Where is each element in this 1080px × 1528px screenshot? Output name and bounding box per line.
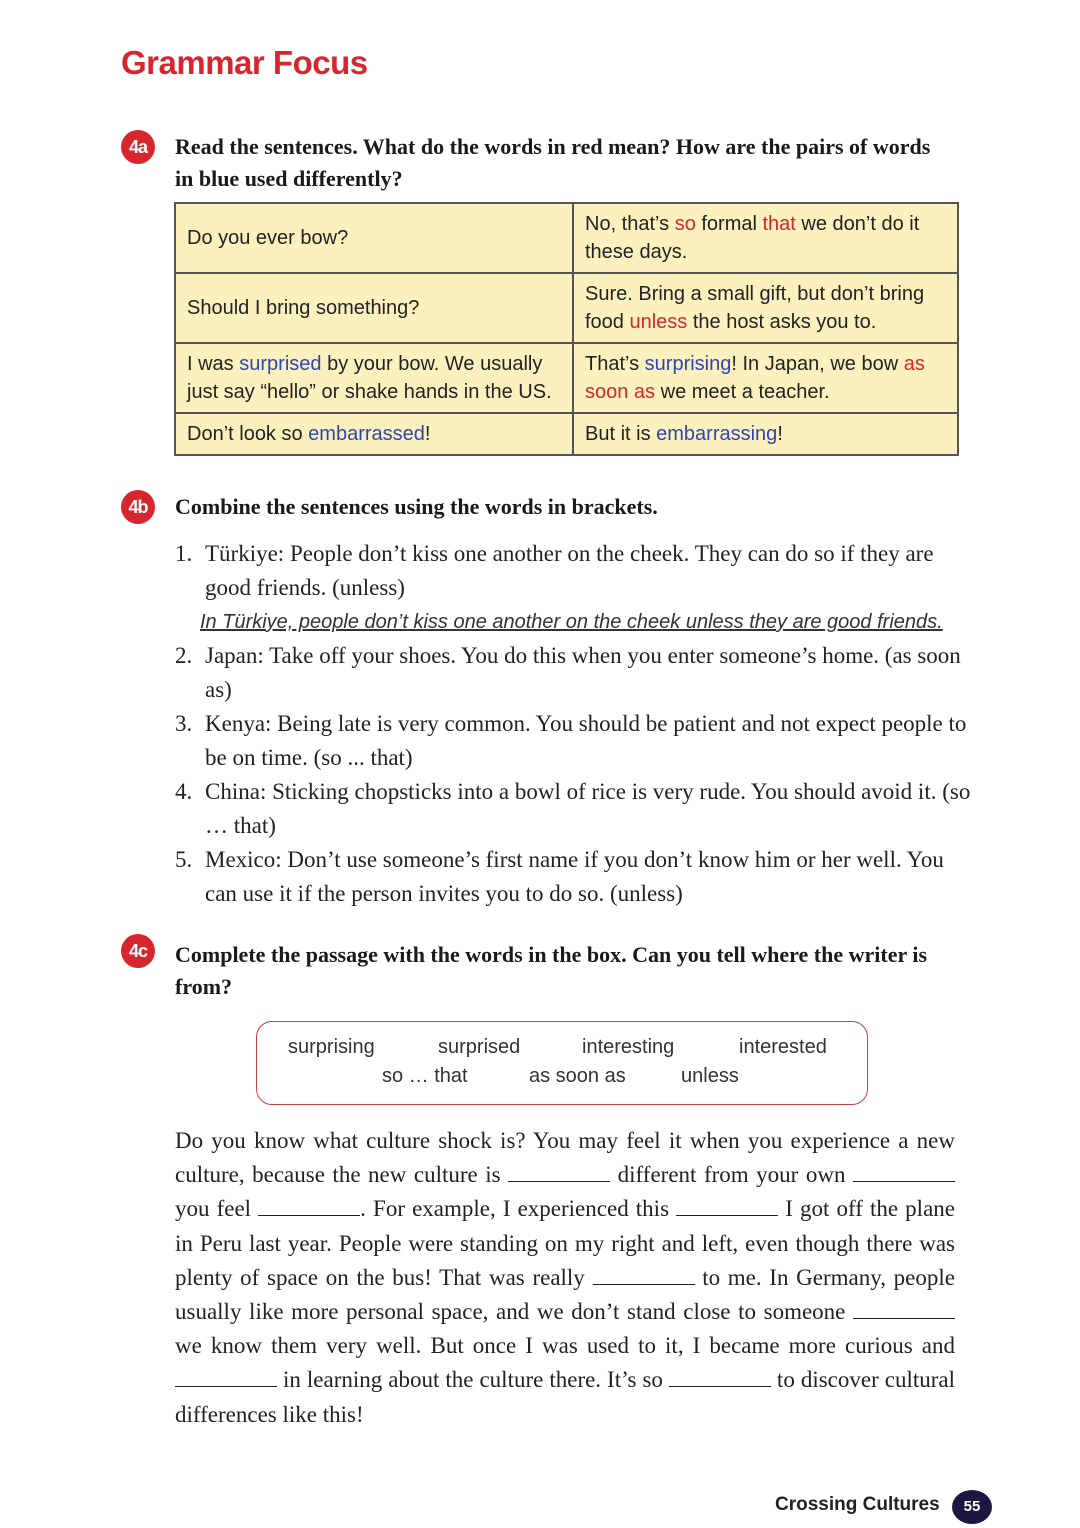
cell-text: !	[424, 423, 431, 445]
word-option: so … that	[382, 1065, 468, 1087]
table-cell-left	[175, 203, 573, 273]
table-row	[175, 273, 958, 343]
page-number-badge: 55	[952, 1490, 992, 1524]
table-row	[175, 413, 958, 455]
cloze-passage	[175, 1124, 955, 1432]
table-row	[175, 203, 958, 273]
table-cell-right	[573, 203, 958, 273]
passage-text: in learning about the culture there. It’s so	[277, 1367, 669, 1393]
table-cell-left	[175, 273, 573, 343]
cell-text: by your bow. We usually just say “hello” or shake hands in the US.	[187, 353, 552, 403]
page-title: Grammar Focus	[121, 44, 368, 81]
word-box	[256, 1021, 868, 1105]
item-text: Japan: Take off your shoes. You do this when you enter someone’s home. (as soon as)	[205, 643, 961, 702]
table-cell-right	[573, 273, 958, 343]
blank-3[interactable]	[258, 1197, 360, 1216]
item-number: 2.	[175, 643, 193, 668]
passage-text: I got off the plane in Peru last year. People were standing on my right and left, even though there was plenty of space on the bus! That was really	[175, 1196, 955, 1290]
item-number: 3.	[175, 711, 193, 736]
blank-2[interactable]	[853, 1163, 955, 1182]
blank-5[interactable]	[593, 1266, 695, 1285]
highlighted-word-blue: surprised	[239, 353, 322, 375]
exercise-4b-instruction: Combine the sentences using the words in brackets.	[175, 494, 658, 519]
exercise-4b-list	[175, 537, 975, 911]
highlighted-word-red: that	[762, 213, 796, 235]
highlighted-word-blue: surprising	[644, 353, 732, 375]
blank-6[interactable]	[853, 1300, 955, 1319]
cell-text: the host asks you to.	[687, 311, 877, 333]
exercise-4a-instruction: Read the sentences. What do the words in red mean? How are the pairs of words in blue used differently?	[175, 134, 931, 191]
exercise-badge-4a: 4a	[121, 130, 155, 164]
highlighted-word-red: so	[674, 213, 696, 235]
highlighted-word-blue: embarrassed	[308, 423, 425, 445]
grammar-table	[174, 202, 959, 456]
exercise-badge-4c: 4c	[121, 934, 155, 968]
passage-text: Do you know what culture shock is? You may feel it when you experience a new culture, because the new culture is	[175, 1128, 955, 1188]
item-text: Kenya: Being late is very common. You should be patient and not expect people to be on time. (so ... that)	[205, 711, 967, 770]
blank-8[interactable]	[669, 1368, 771, 1387]
blank-4[interactable]	[676, 1197, 778, 1216]
passage-text: you feel	[175, 1196, 259, 1222]
cell-text: Should I bring something?	[187, 297, 420, 319]
example-answer: In Türkiye, people don’t kiss one another on the cheek unless they are good friends.	[200, 611, 943, 633]
word-option: interested	[739, 1036, 827, 1058]
passage-text: . For example, I experienced this	[360, 1196, 677, 1222]
word-option: surprised	[438, 1036, 521, 1058]
word-option: interesting	[582, 1036, 675, 1058]
exercise-badge-4b: 4b	[121, 490, 155, 524]
item-number: 1.	[175, 541, 193, 566]
item-text: China: Sticking chopsticks into a bowl of rice is very rude. You should avoid it. (so … that)	[205, 779, 971, 838]
table-cell-right	[573, 413, 958, 455]
passage-text: to discover cultural differences like this!	[175, 1367, 955, 1427]
highlighted-word-blue: embarrassing	[656, 423, 778, 445]
cell-text: !	[777, 423, 783, 445]
cell-text: No, that’s	[585, 213, 675, 235]
item-text: Mexico: Don’t use someone’s first name if you don’t know him or her well. You can use it if the person invites you to do so. (unless)	[205, 847, 944, 906]
cell-text: But it is	[585, 423, 657, 445]
cell-text: formal	[695, 213, 763, 235]
list-item	[175, 639, 975, 707]
word-option: as soon as	[529, 1065, 626, 1087]
passage-text: to me. In Germany, people usually like more personal space, and we don’t stand close to someone	[175, 1264, 955, 1325]
list-item	[175, 775, 975, 843]
highlighted-word-red: unless	[629, 311, 688, 333]
exercise-4c-instruction: Complete the passage with the words in the box. Can you tell where the writer is from?	[175, 942, 928, 999]
cell-text: Don’t look so	[187, 423, 309, 445]
cell-text: That’s	[585, 353, 645, 375]
table-row	[175, 343, 958, 413]
table-cell-left	[175, 343, 573, 413]
passage-text: we know them very well. But once I was used to it, I became more curious and	[175, 1333, 955, 1359]
cell-text: I was	[187, 353, 240, 375]
item-text: Türkiye: People don’t kiss one another on the cheek. They can do so if they are good friends. (unless)	[205, 541, 934, 600]
word-option: unless	[681, 1065, 739, 1087]
footer-unit-title: Crossing Cultures	[775, 1494, 940, 1515]
cell-text: Do you ever bow?	[187, 227, 349, 249]
blank-1[interactable]	[508, 1163, 610, 1182]
table-cell-right	[573, 343, 958, 413]
list-item	[175, 537, 975, 605]
passage-text: different from your own	[610, 1162, 853, 1188]
item-number: 4.	[175, 779, 193, 804]
list-item	[175, 707, 975, 775]
cell-text: Sure. Bring a small gift, but don’t bring food	[585, 283, 925, 333]
blank-7[interactable]	[175, 1368, 277, 1387]
table-cell-left	[175, 413, 573, 455]
list-item	[175, 843, 975, 911]
cell-text: we don’t do it these days.	[585, 213, 920, 263]
highlighted-word-red: as soon as	[585, 353, 925, 403]
word-option: surprising	[288, 1036, 375, 1058]
cell-text: we meet a teacher.	[655, 381, 830, 403]
cell-text: ! In Japan, we bow	[731, 353, 904, 375]
item-number: 5.	[175, 847, 193, 872]
